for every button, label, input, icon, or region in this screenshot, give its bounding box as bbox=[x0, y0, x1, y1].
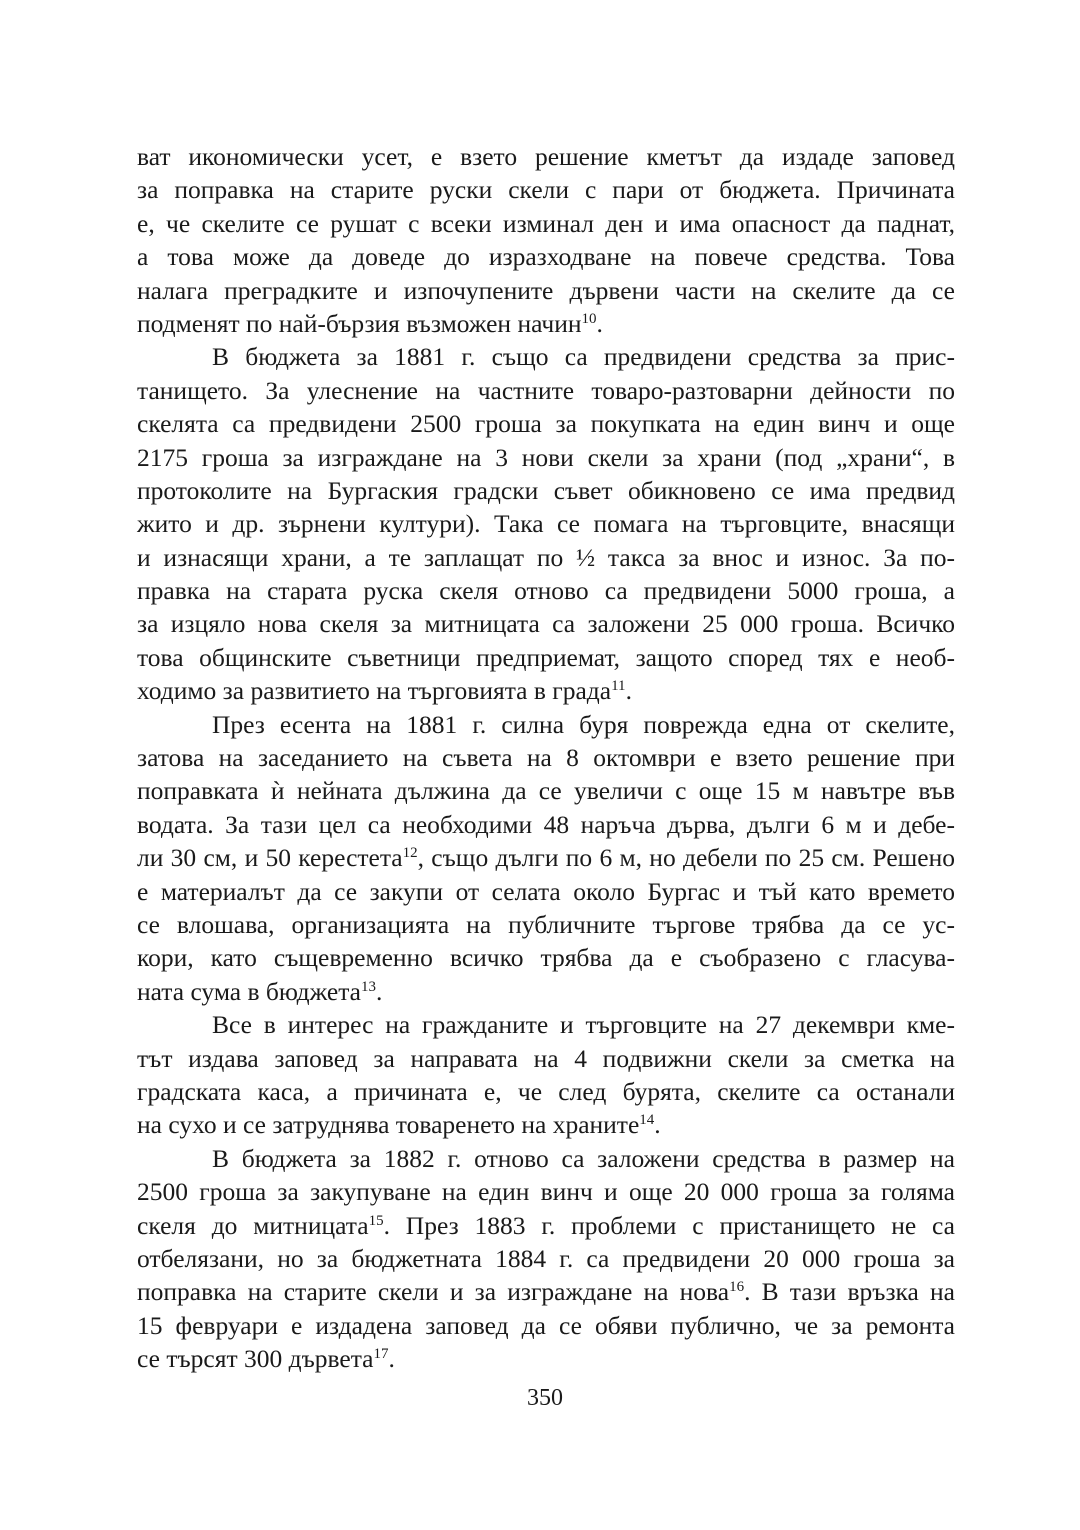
text-line: В бюджета за 1882 г. отново са заложени средства в размер на bbox=[212, 1143, 955, 1173]
text-line: затова на заседанието на съвета на 8 октомври е взето решение при bbox=[137, 743, 955, 773]
line-text: . bbox=[596, 308, 603, 338]
text-line: и изнасящи храни, а те заплащат по ½ такса за внос и износ. За по- bbox=[137, 542, 955, 572]
text-line: кори, като същевременно всичко трябва да е съобразено с гласува- bbox=[137, 943, 955, 973]
footnote-ref[interactable]: 17 bbox=[373, 1346, 389, 1363]
text-line bbox=[137, 975, 955, 1008]
text-line: се влошава, организацията на публичните търгове трябва да се ус- bbox=[137, 909, 955, 939]
text-line bbox=[137, 674, 955, 707]
footnote-ref[interactable]: 14 bbox=[639, 1112, 655, 1129]
text-line: танището. За улеснение на частните товаро-разтоварни дейности по bbox=[137, 375, 955, 405]
text-line: налага преградките и изпочупените дървени части на скелите да се bbox=[137, 275, 955, 305]
text-line bbox=[137, 1108, 955, 1141]
text-line: е, че скелите се рушат с всеки изминал ден и има опасност да паднат, bbox=[137, 208, 955, 238]
line-text: ната сума в бюджета bbox=[137, 976, 361, 1006]
line-text: се търсят 300 дървета bbox=[137, 1344, 374, 1374]
line-text: . bbox=[654, 1110, 661, 1140]
text-line bbox=[137, 841, 955, 874]
page-number: 350 bbox=[527, 1385, 563, 1411]
text-line: През есента на 1881 г. силна буря поврежда една от скелите, bbox=[212, 709, 955, 739]
line-text: поправка на старите скели и за изграждане на нова bbox=[137, 1277, 730, 1307]
text-line bbox=[137, 1209, 955, 1242]
line-text: ли 30 см, и 50 керестета bbox=[137, 843, 403, 873]
text-line: за изцяло нова скеля за митницата са заложени 25 000 гроша. Всичко bbox=[137, 609, 955, 639]
text-line: това общинските съветници предприемат, защото според тях е необ- bbox=[137, 642, 955, 672]
text-line: е материалът да се закупи от селата около Бургас и тъй като времето bbox=[137, 876, 955, 906]
text-line: градската каса, а причината е, че след бурята, скелите са останали bbox=[137, 1076, 955, 1106]
text-line: отбелязани, но за бюджетната 1884 г. са предвидени 20 000 гроша за bbox=[137, 1243, 955, 1273]
line-text: . bbox=[388, 1344, 395, 1374]
line-text: скеля до митницата bbox=[137, 1210, 369, 1240]
line-text: . bbox=[376, 976, 383, 1006]
footnote-ref[interactable]: 11 bbox=[611, 678, 626, 695]
text-line: 15 февруари е издадена заповед да се обяви публично, че за ремонта bbox=[137, 1310, 955, 1340]
text-line: Все в интерес на гражданите и търговците на 27 декември кме- bbox=[212, 1010, 955, 1040]
text-line: 2500 гроша за закупуване на един винч и още 20 000 гроша за голяма bbox=[137, 1177, 955, 1207]
footnote-ref[interactable]: 16 bbox=[729, 1279, 745, 1296]
line-text: ходимо за развитието на търговията в града bbox=[137, 676, 612, 706]
text-line: ват икономически усет, е взето решение кметът да издаде заповед bbox=[137, 142, 955, 171]
line-text: . bbox=[625, 676, 632, 706]
footnote-ref[interactable]: 10 bbox=[581, 310, 597, 327]
text-line bbox=[137, 1275, 955, 1308]
text-line: за поправка на старите руски скели с пари от бюджета. Причината bbox=[137, 175, 955, 205]
line-text: на сухо и се затруднява товаренето на храните bbox=[137, 1110, 640, 1140]
text-line: В бюджета за 1881 г. също са предвидени средства за прис- bbox=[212, 342, 955, 372]
text-line: скелята са предвидени 2500 гроша за покупката на един винч и още bbox=[137, 409, 955, 439]
text-line: протоколите на Бургаския градски съвет обикновено се има предвид bbox=[137, 475, 955, 505]
footnote-ref[interactable]: 15 bbox=[368, 1212, 384, 1229]
text-line: 2175 гроша за изграждане на 3 нови скели за храни (под „храни“, в bbox=[137, 442, 955, 472]
line-text: . През 1883 г. проблеми с пристанището не са bbox=[383, 1210, 955, 1240]
footnote-ref[interactable]: 12 bbox=[402, 845, 418, 862]
text-line: водата. За тази цел са необходими 48 наръча дърва, дълги 6 м и дебе- bbox=[137, 809, 955, 839]
text-line: жито и др. зърнени култури). Така се помага на търговците, внасящи bbox=[137, 509, 955, 539]
line-text: , също дълги по 6 м, но дебели по 25 см. Решено bbox=[417, 843, 956, 873]
text-line: поправката ѝ нейната дължина да се увеличи с още 15 м навътре във bbox=[137, 776, 955, 806]
footnote-ref[interactable]: 13 bbox=[361, 978, 376, 995]
text-line bbox=[137, 1342, 955, 1375]
text-line bbox=[137, 307, 955, 340]
text-line: тът издава заповед за направата на 4 подвижни скели за сметка на bbox=[137, 1043, 955, 1073]
text-line: правка на старата руска скеля отново са предвидени 5000 гроша, а bbox=[137, 576, 955, 606]
line-text: подменят по най-бързия възможен начин bbox=[137, 308, 582, 338]
text-line: а това може да доведе до изразходване на повече средства. Това bbox=[137, 242, 955, 272]
body-text bbox=[137, 140, 955, 1375]
line-text: . В тази връзка на bbox=[744, 1277, 955, 1307]
